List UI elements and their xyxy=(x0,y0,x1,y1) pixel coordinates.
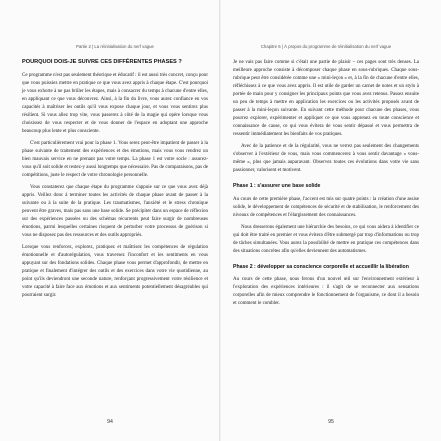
body-paragraph: Lorsque vous renforcez, explorez, pratiquez et maîtrisez les compétences de régulation émotionnelle et d'autorégulation, vous traversez l'inconfort et les sentiments en vous appuyant sur des fondations solides. Chaque phase vous permet d'approfondir, de mettre en pratique et finalement d'intégrer des outils et des exercices dans votre vie quotidienne, au point qu'ils deviendront une seconde nature, renforçant progressivement votre résilience et votre capacité à faire face aux émotions et aux sentiments potentiellement désagréables qui pourraient surgir. xyxy=(22,245,208,298)
left-page xyxy=(0,0,220,441)
body-paragraph: Au cours de cette phase, nous ferons d'un nouvel œil sur l'environnement extérieur à l'exploration des expériences intérieures : il s'agit de se reconnecter aux sensations corporelles afin de mieux comprendre le fonctionnement de l'organisme, ce dont il a besoin et comment le combler. xyxy=(233,277,419,306)
section-title: POURQUOI DOIS-JE SUIVRE CES DIFFÉRENTES PHASES ? xyxy=(22,59,182,65)
phase-1-heading: Phase 1 : s'assurer une base solide xyxy=(233,183,321,189)
body-paragraph: C'est particulièrement vrai pour la phase 1. Vous serez peut-être impatient de passer à la phase suivante de traitement des expériences et des émotions, mais vous vous rendrez un bien mauvais service en ne prenant pas votre temps. La phase 1 est votre socle : assurez-vous qu'il soit solide et restez-y aussi longtemps que nécessaire. Pas de comparaisons, pas de compétitions, juste le respect de votre chronologie personnelle. xyxy=(22,141,208,178)
body-paragraph: Avec de la patience et de la régularité, vous ne verrez pas seulement des changements s'observer à l'extérieur de vous, mais vous commencerez à vous sentir davantage « vous-même », plus que jamais auparavant. Observez toutes ces évolutions dans votre vie sans passionner, valorisent et motivent. xyxy=(233,144,419,173)
body-paragraph: Je ne vais pas faire comme si c'était une partie de plaisir – ces pages sont très denses. La meilleure approche consiste à décomposer chaque phase en sous-rubriques. Chaque sous-rubrique peut être considérée comme une « mini-leçon » et, à la fin de chacune d'entre elles, réfléchissez à ce que vous avez appris. Il est utile de garder un carnet de notes et un stylo à portée de main pour y consigner les principaux points que vous avez retenus. Passez ensuite un peu de temps à mettre en application les exercices ou les activités proposés avant de passer à la mini-leçon suivante. En suivant cette méthode pour chacune des phases, vous pourrez explorer, expérimenter et appliquer ce que vous apprenez en toute conscience et connaissance de cause, ce qui vous évitera de vous sentir dépassé et vous permettra de ressentir immédiatement les bienfaits de vos pratiques. xyxy=(233,60,419,137)
running-header-right: Chapitre 6 | À propos du programme de réinitialisation du nerf vague xyxy=(260,44,392,49)
right-page xyxy=(221,0,441,441)
body-paragraph: Nous dresserons également une hiérarchie des besoins, ce qui vous aidera à identifier ce qui doit être traité en premier et vous évitera d'être submergé par trop d'informations ou trop de tâches simultanées. Vous aurez la possibilité de mettre en pratique ces compétences dans des situations concrètes afin qu'elles deviennent des automatismes. xyxy=(233,224,419,254)
phase-2-heading: Phase 2 : développer sa conscience corporelle et accueillir la libération xyxy=(233,263,409,270)
page-number-right: 95 xyxy=(328,419,334,425)
body-paragraph: Ce programme n'est pas seulement théorique et éducatif : il est aussi très concret, conçu pour que vous puissiez mettre en pratique ce que vous avez appris à chaque étape. C'est pourquoi je vous exhorte à ne pas brûler les étapes, mais à consacrer du temps à chacune d'entre elles, en appliquant ce que vous découvrez. Ainsi, à la fin du livre, vous aurez confiance en vos capacités à maîtriser les outils qu'il vous expose chaque jour, et vous vous sentirez plus résilient. Si vous allez trop vite, vous passerez à côté de la magie qui opère lorsque vous choisissez de vous respecter et de vous donner de l'espace en adoptant une approche beaucoup plus lente et plus consciente. xyxy=(22,73,208,134)
body-paragraph: Au cours de cette première phase, l'accent est mis sur quatre points : la création d'une assise solide, le développement de compétences de sécurité et de stabilisation, le renforcement des niveaux de compétences et l'élargissement des connaissances. xyxy=(233,196,419,218)
body-paragraph: Vous constaterez que chaque étape du programme s'appuie sur ce que vous avez déjà appris. Veillez donc à terminer toutes les activités de chaque phase avant de passer à la suivante ou à la suite de la pratique. Les traumatismes, l'anxiété et le stress chronique peuvent être graves, mais pas sans une base solide. Se précipiter dans un espace de réflexion sur des expériences passées ou des schémas récurrents peut faire surgir de nombreuses émotions, parmi lesquelles certaines risquent de perturber votre processus de guérison si vous ne disposez pas des ressources et des outils appropriés. xyxy=(22,185,208,238)
page-number-left: 94 xyxy=(107,419,113,425)
running-header-left: Partie 2 | La réinitialisation du nerf vague xyxy=(76,44,154,49)
